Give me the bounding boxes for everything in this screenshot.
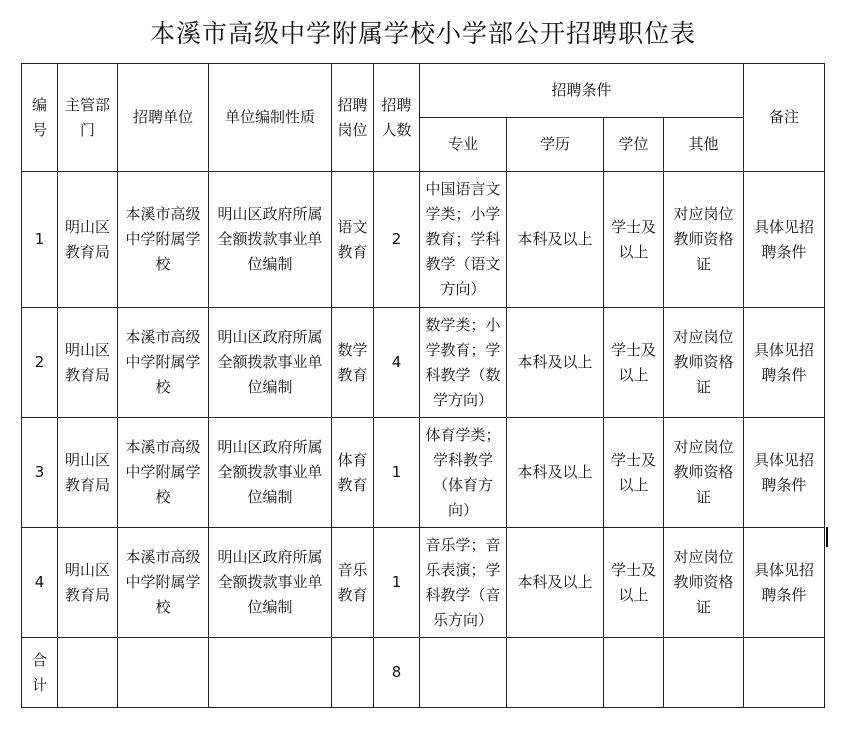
cell-post: 体育教育 — [332, 418, 374, 528]
header-post: 招聘岗位 — [332, 64, 374, 172]
cell-major: 数学类；小学教育；学科教学（数学方向） — [420, 308, 507, 418]
cell-major: 音乐学；音乐表演；学科教学（音乐方向） — [420, 528, 507, 638]
cell-empty — [118, 638, 209, 708]
cell-degree: 学士及以上 — [604, 172, 664, 308]
cell-count: 4 — [374, 308, 420, 418]
cell-post: 语文教育 — [332, 172, 374, 308]
cell-major: 中国语言文学类；小学教育；学科教学（语文方向） — [420, 172, 507, 308]
recruitment-table — [21, 63, 825, 708]
cell-other: 对应岗位教师资格证 — [664, 172, 744, 308]
cell-no: 3 — [22, 418, 58, 528]
cell-post: 音乐教育 — [332, 528, 374, 638]
cell-remark: 具体见招聘条件 — [744, 528, 825, 638]
cell-dept: 明山区教育局 — [58, 528, 118, 638]
cell-empty — [420, 638, 507, 708]
total-row — [22, 638, 825, 708]
cell-empty — [744, 638, 825, 708]
cell-dept: 明山区教育局 — [58, 172, 118, 308]
header-other: 其他 — [664, 118, 744, 172]
cell-empty — [209, 638, 332, 708]
text-cursor — [826, 527, 828, 547]
total-count: 8 — [374, 638, 420, 708]
table-row — [22, 528, 825, 638]
cell-dept: 明山区教育局 — [58, 308, 118, 418]
cell-no: 2 — [22, 308, 58, 418]
cell-degree: 学士及以上 — [604, 308, 664, 418]
cell-no: 1 — [22, 172, 58, 308]
cell-empty — [58, 638, 118, 708]
cell-unit: 本溪市高级中学附属学校 — [118, 528, 209, 638]
cell-degree: 学士及以上 — [604, 418, 664, 528]
cell-edu: 本科及以上 — [507, 418, 604, 528]
header-nature: 单位编制性质 — [209, 64, 332, 172]
cell-degree: 学士及以上 — [604, 528, 664, 638]
cell-remark: 具体见招聘条件 — [744, 172, 825, 308]
cell-count: 1 — [374, 528, 420, 638]
cell-empty — [507, 638, 604, 708]
cell-nature: 明山区政府所属全额拨款事业单位编制 — [209, 528, 332, 638]
total-label: 合计 — [22, 638, 58, 708]
header-dept: 主管部门 — [58, 64, 118, 172]
cell-remark: 具体见招聘条件 — [744, 418, 825, 528]
cell-nature: 明山区政府所属全额拨款事业单位编制 — [209, 308, 332, 418]
cell-other: 对应岗位教师资格证 — [664, 528, 744, 638]
cell-edu: 本科及以上 — [507, 528, 604, 638]
cell-other: 对应岗位教师资格证 — [664, 418, 744, 528]
cell-unit: 本溪市高级中学附属学校 — [118, 308, 209, 418]
cell-remark: 具体见招聘条件 — [744, 308, 825, 418]
cell-no: 4 — [22, 528, 58, 638]
cell-post: 数学教育 — [332, 308, 374, 418]
table-row — [22, 308, 825, 418]
header-count: 招聘人数 — [374, 64, 420, 172]
cell-edu: 本科及以上 — [507, 308, 604, 418]
cell-count: 2 — [374, 172, 420, 308]
header-conditions: 招聘条件 — [420, 64, 744, 118]
cell-empty — [664, 638, 744, 708]
header-row — [22, 64, 825, 118]
table-row — [22, 172, 825, 308]
header-remark: 备注 — [744, 64, 825, 172]
header-no: 编号 — [22, 64, 58, 172]
header-edu: 学历 — [507, 118, 604, 172]
cell-other: 对应岗位教师资格证 — [664, 308, 744, 418]
header-major: 专业 — [420, 118, 507, 172]
cell-empty — [604, 638, 664, 708]
cell-empty — [332, 638, 374, 708]
cell-unit: 本溪市高级中学附属学校 — [118, 418, 209, 528]
header-unit: 招聘单位 — [118, 64, 209, 172]
cell-unit: 本溪市高级中学附属学校 — [118, 172, 209, 308]
cell-count: 1 — [374, 418, 420, 528]
cell-major: 体育学类；学科教学（体育方向） — [420, 418, 507, 528]
cell-edu: 本科及以上 — [507, 172, 604, 308]
table-row — [22, 418, 825, 528]
cell-nature: 明山区政府所属全额拨款事业单位编制 — [209, 418, 332, 528]
header-degree: 学位 — [604, 118, 664, 172]
cell-dept: 明山区教育局 — [58, 418, 118, 528]
page-title: 本溪市高级中学附属学校小学部公开招聘职位表 — [149, 19, 696, 48]
cell-nature: 明山区政府所属全额拨款事业单位编制 — [209, 172, 332, 308]
